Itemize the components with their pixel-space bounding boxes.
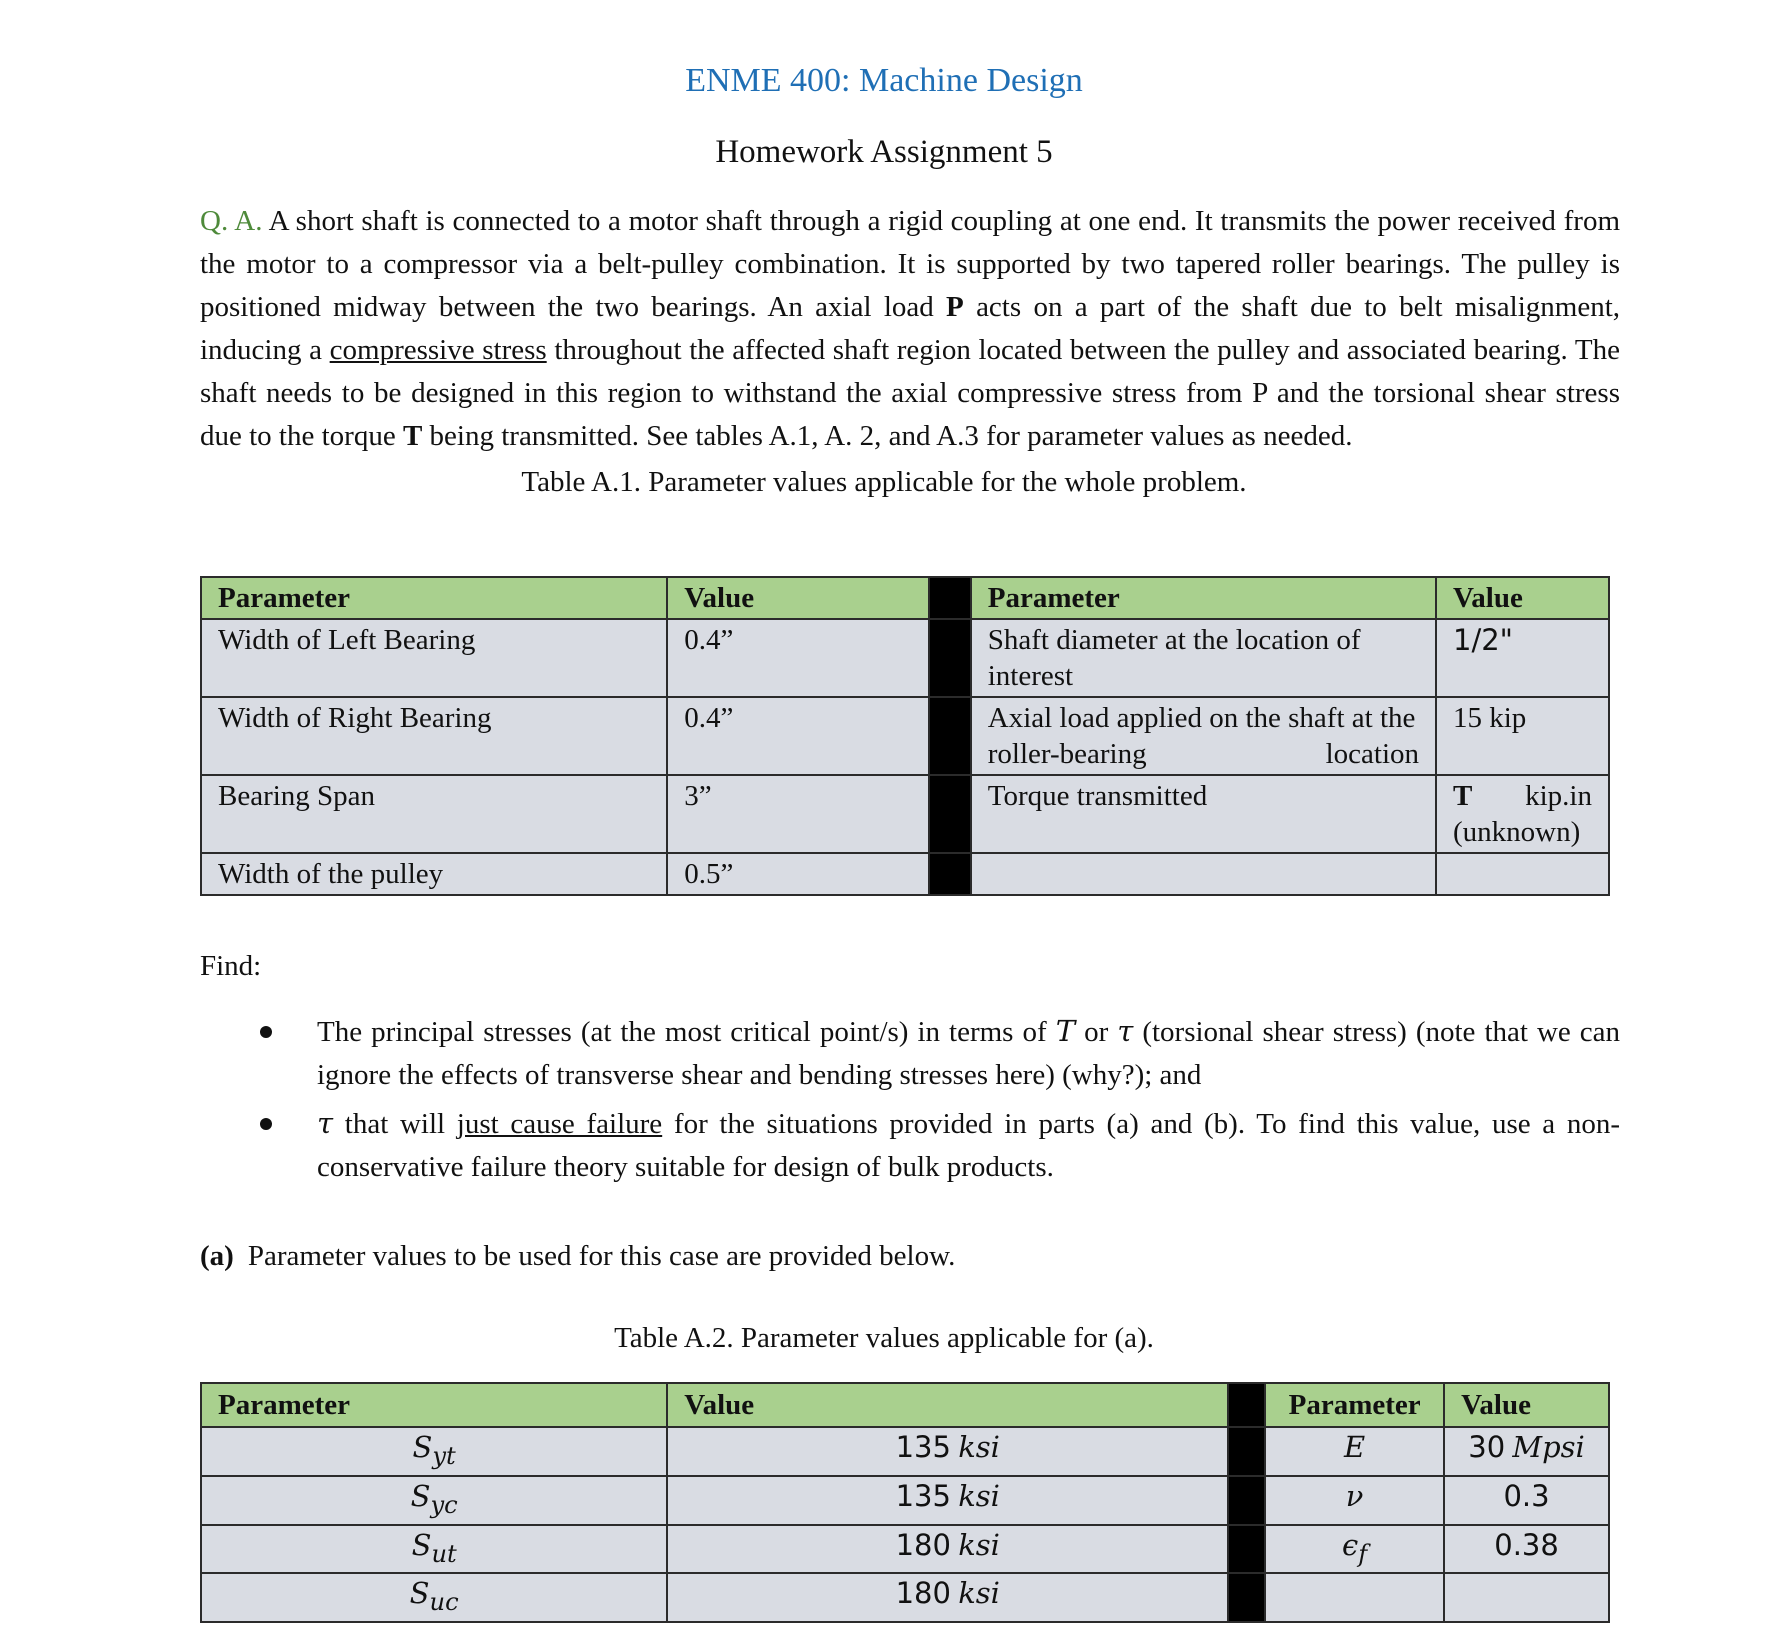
value-unit: ksi bbox=[958, 1478, 1000, 1513]
table-cell bbox=[1444, 1525, 1609, 1574]
table-cell: 0.5” bbox=[667, 853, 929, 895]
table-a1-separator bbox=[929, 697, 971, 775]
symbol-subscript: f bbox=[1358, 1539, 1368, 1568]
list-item bbox=[200, 1010, 1620, 1097]
table-a2-header-value-2: Value bbox=[1444, 1383, 1609, 1427]
table-a2-separator bbox=[1228, 1525, 1265, 1574]
table-a1-header-value: Value bbox=[667, 577, 929, 619]
symbol-text: E bbox=[1344, 1430, 1366, 1464]
bullet-1-symbol-tau: τ bbox=[1117, 1014, 1134, 1048]
table-cell: Axial load applied on the shaft at the roller-bearing location bbox=[971, 697, 1436, 775]
table-a2-header-parameter-2: Parameter bbox=[1265, 1383, 1444, 1427]
table-row bbox=[201, 1427, 1609, 1476]
value-unit: ksi bbox=[958, 1576, 1000, 1611]
table-a1-header-parameter: Parameter bbox=[201, 577, 667, 619]
value-unit: Mpsi bbox=[1512, 1430, 1585, 1464]
table-cell: 3” bbox=[667, 775, 929, 853]
torque-value-cell bbox=[1436, 775, 1609, 853]
table-a2-separator bbox=[1228, 1476, 1265, 1525]
table-cell bbox=[667, 1427, 1228, 1476]
symbol-text: ϵ bbox=[1342, 1527, 1359, 1562]
torque-symbol: T bbox=[402, 420, 423, 452]
table-cell bbox=[1265, 1525, 1444, 1574]
value-unit: ksi bbox=[958, 1527, 1000, 1562]
table-a2 bbox=[200, 1382, 1610, 1623]
value-number: 0.38 bbox=[1494, 1527, 1559, 1562]
table-cell bbox=[1265, 1427, 1444, 1476]
table-cell bbox=[1265, 1476, 1444, 1525]
table-a2-header-parameter: Parameter bbox=[201, 1383, 667, 1427]
table-cell bbox=[1444, 1476, 1609, 1525]
table-a1-separator bbox=[929, 775, 971, 853]
table-cell bbox=[1436, 853, 1609, 895]
symbol-text: S bbox=[409, 1576, 430, 1611]
question-text-3: throughout the affected shaft region located between the pulley and associated bearing. The shaft needs to be designed in this region to withstand the axial compressive stress from P and the torsional shear stress due to the torque bbox=[200, 334, 1621, 452]
torque-value-note: (unknown) bbox=[1453, 816, 1581, 848]
table-a1-separator bbox=[929, 619, 971, 697]
table-cell: Bearing Span bbox=[201, 775, 667, 853]
table-cell bbox=[667, 1573, 1228, 1622]
symbol-subscript: ut bbox=[431, 1539, 457, 1568]
table-a1-header-row bbox=[201, 577, 1609, 619]
table-a2-separator bbox=[1228, 1573, 1265, 1622]
table-a2-header-row bbox=[201, 1383, 1609, 1427]
table-row bbox=[201, 775, 1609, 853]
table-cell bbox=[667, 1525, 1228, 1574]
assignment-title: Homework Assignment 5 bbox=[715, 134, 1053, 170]
table-row bbox=[201, 853, 1609, 895]
table-a2-separator bbox=[1228, 1427, 1265, 1476]
table-a1-header-value-2: Value bbox=[1436, 577, 1609, 619]
bullet-2-symbol-tau: τ bbox=[317, 1106, 334, 1140]
table-cell: 0.4” bbox=[667, 619, 929, 697]
table-cell: Torque transmitted bbox=[971, 775, 1436, 853]
torque-value-symbol: T bbox=[1453, 780, 1473, 812]
table-row bbox=[201, 619, 1609, 697]
symbol-subscript: yc bbox=[430, 1490, 458, 1519]
bullet-icon bbox=[260, 1118, 272, 1130]
table-cell: 1/2" bbox=[1436, 619, 1609, 697]
table-cell: Width of Left Bearing bbox=[201, 619, 667, 697]
table-cell bbox=[971, 853, 1436, 895]
bullet-1-text-b: (torsional shear stress) (note that we can ignore the effects of transverse shear and bending stresses here) (why?); and bbox=[317, 1016, 1621, 1091]
value-number: 30 bbox=[1468, 1430, 1506, 1464]
table-a1-header-parameter-2: Parameter bbox=[971, 577, 1436, 619]
torque-value-line bbox=[1453, 778, 1592, 814]
question-text-2: acts on a part of the shaft due to belt misalignment, inducing a bbox=[200, 291, 1620, 366]
table-cell: 0.4” bbox=[667, 697, 929, 775]
table-a1-separator bbox=[929, 577, 971, 619]
bullet-1-text-or: or bbox=[1084, 1016, 1109, 1048]
table-cell: 15 kip bbox=[1436, 697, 1609, 775]
table-row bbox=[201, 1476, 1609, 1525]
value-number: 180 bbox=[895, 1576, 951, 1611]
list-item bbox=[200, 1102, 1620, 1189]
find-list bbox=[200, 1010, 1620, 1194]
table-cell bbox=[667, 1476, 1228, 1525]
table-cell bbox=[1444, 1573, 1609, 1622]
table-cell bbox=[1444, 1427, 1609, 1476]
table-row bbox=[201, 697, 1609, 775]
course-title: ENME 400: Machine Design bbox=[685, 62, 1083, 99]
part-a-text: Parameter values to be used for this case are provided below. bbox=[247, 1240, 956, 1272]
table-a1-separator bbox=[929, 853, 971, 895]
table-cell bbox=[1265, 1573, 1444, 1622]
table-cell: Width of Right Bearing bbox=[201, 697, 667, 775]
part-a-line bbox=[200, 1240, 955, 1273]
underlined-just-cause-failure: just cause failure bbox=[456, 1108, 663, 1140]
table-a1 bbox=[200, 576, 1610, 896]
bullet-1-symbol-t: T bbox=[1055, 1014, 1076, 1048]
bullet-2-text-b: for the situations provided in parts (a) and (b). To find this value, use a non-conservative failure theory suitable for design of bulk products. bbox=[317, 1108, 1621, 1183]
bullet-1-text-a: The principal stresses (at the most critical point/s) in terms of bbox=[317, 1016, 1047, 1048]
question-text-4: being transmitted. See tables A.1, A. 2, and A.3 for parameter values as needed. bbox=[429, 420, 1353, 452]
table-cell bbox=[201, 1525, 667, 1574]
load-symbol: P bbox=[946, 291, 964, 323]
question-text-1: A short shaft is connected to a motor shaft through a rigid coupling at one end. It transmits the power received from the motor to a compressor via a belt-pulley combination. It is supported by two tapered roller bearings. The pulley is positioned midway between the two bearings. An axial load bbox=[200, 205, 1621, 323]
table-a2-separator bbox=[1228, 1383, 1265, 1427]
symbol-text: ν bbox=[1345, 1478, 1364, 1513]
table-a2-caption: Table A.2. Parameter values applicable for (a). bbox=[614, 1322, 1154, 1354]
table-row bbox=[201, 1525, 1609, 1574]
value-number: 135 bbox=[895, 1478, 951, 1513]
part-a-label: (a) bbox=[200, 1240, 234, 1272]
question-label: Q. A. bbox=[200, 205, 263, 237]
value-number: 135 bbox=[895, 1430, 951, 1464]
bullet-icon bbox=[260, 1026, 272, 1038]
value-number: 180 bbox=[895, 1527, 951, 1562]
table-row bbox=[201, 1573, 1609, 1622]
table-cell: Width of the pulley bbox=[201, 853, 667, 895]
table-cell: Shaft diameter at the location of interest bbox=[971, 619, 1436, 697]
symbol-text: S bbox=[412, 1430, 433, 1464]
table-cell bbox=[201, 1427, 667, 1476]
table-cell bbox=[201, 1573, 667, 1622]
symbol-text: S bbox=[411, 1527, 432, 1562]
symbol-subscript: yt bbox=[432, 1441, 456, 1470]
table-cell bbox=[201, 1476, 667, 1525]
table-a1-caption: Table A.1. Parameter values applicable for the whole problem. bbox=[521, 466, 1247, 498]
symbol-text: S bbox=[410, 1478, 431, 1513]
value-number: 0.3 bbox=[1503, 1478, 1550, 1513]
underlined-compressive-stress: compressive stress bbox=[329, 334, 547, 366]
bullet-2-text-a: that will bbox=[344, 1108, 446, 1140]
table-a2-header-value: Value bbox=[667, 1383, 1228, 1427]
find-label: Find: bbox=[200, 950, 262, 982]
symbol-subscript: uc bbox=[429, 1588, 459, 1617]
question-paragraph bbox=[200, 200, 1620, 458]
value-unit: ksi bbox=[958, 1430, 1000, 1464]
torque-value-unit: kip.in bbox=[1525, 780, 1592, 812]
